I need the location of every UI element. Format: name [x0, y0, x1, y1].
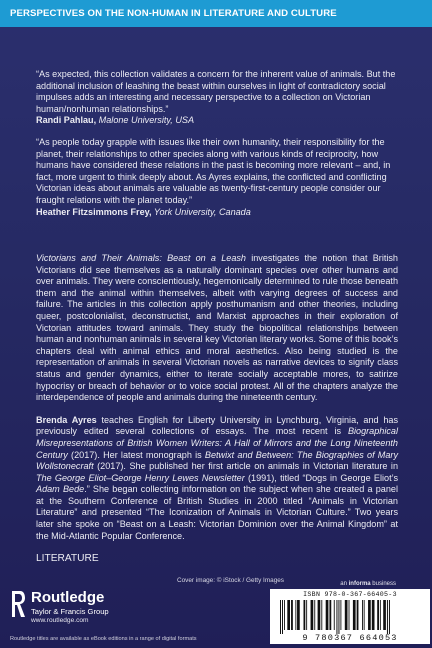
quote-affiliation: York University, Canada	[151, 206, 251, 217]
barcode-bar	[314, 600, 315, 630]
barcode-bar	[311, 600, 314, 630]
bio-text: (2017). She published her first article on animals in Victorian literature in	[93, 461, 398, 472]
informa-suffix: business	[370, 581, 396, 587]
barcode-bar	[357, 600, 359, 630]
endorsement-quote	[36, 137, 398, 218]
barcode-digits: 9 780367 664053	[302, 633, 398, 643]
barcode-bar	[282, 600, 283, 634]
author-name: Brenda Ayres	[36, 414, 97, 425]
barcode-bar	[372, 600, 375, 630]
barcode-bar	[362, 600, 363, 630]
barcode-bar	[329, 600, 331, 630]
barcode-bar	[377, 600, 379, 630]
barcode-bar	[345, 600, 348, 630]
quote-author: Randi Pahlau,	[36, 115, 97, 126]
endorsement-quote	[36, 69, 398, 127]
bio-text: (2017). Her latest monograph is	[67, 449, 205, 460]
quote-text: “As people today grapple with issues like their own humanity, their responsibility for the planet, their relationships to other species along with various kinds of reciprocity, how humans have considered these relations in the past is becoming more relevant – and, in fact, more urgent to think deeply about. As Ayres explains, the conflicted and conflicting Victorian ideas about animals are valuable as twenty-first-century people consider our fraught relations with the planet today.”	[36, 136, 391, 205]
description-text: investigates the notion that British Victorians did see themselves as a naturally dominant species over other humans and over animals. They were conscientiously, hegemonically determined to rule those beneath them and the animal within themselves, albeit with varying degrees of success and failure. The articles in this collection apply posthumanism and other theories, including queer, postcolonialist, deconstructist, and Marxist approaches in their exploration of Victorian attitudes toward animals. They study the biopolitical relationships between human and nonhuman animals in several key Victorian literary works. Some of this book’s chapters deal with animal ethics and moral aesthetics. Also being studied is the representation of animals in several Victorian novels as narrative devices to signify class status and gender dynamics, either to iterate socially acceptable mores, to satirize hypocrisy or breach of behavior or to voice social protest. All of the chapters analyze the interdependence of people and animals during the nineteenth century.	[36, 253, 398, 403]
barcode-bar	[334, 600, 335, 630]
bio-title-italic: Betwixt and Between: The Biographies of Mary Wollstonecraft	[36, 449, 399, 472]
quote-affiliation: Malone University, USA	[96, 115, 195, 126]
informa-brand: informa	[348, 581, 371, 587]
barcode-bar	[287, 600, 290, 630]
cover-image-credit: Cover image: © iStock / Getty Images	[177, 577, 284, 584]
publisher-group: Taylor & Francis Group	[31, 607, 109, 616]
barcode-bar	[304, 600, 306, 630]
barcode-bar	[380, 600, 381, 630]
informa-tagline	[340, 581, 396, 587]
description-paragraph	[36, 253, 398, 404]
barcode-bar	[353, 600, 356, 630]
barcode-bars	[278, 600, 422, 634]
barcode-bar	[306, 600, 307, 630]
series-title: PERSPECTIVES ON THE NON-HUMAN IN LITERATURE AND CULTURE	[10, 8, 337, 19]
barcode-bar	[340, 600, 341, 630]
barcode-bar	[280, 600, 281, 634]
bio-text: .” She began collecting information on the subject when she created a panel at the Southern Conference of British Studies in 2000 titled “Animals in Victorian Literature” and presented “The Iconization of Animals in Victorian Culture.” Two years later she spoke on “Beast on a Leash: Victorian Dominion over the Animal Kingdom” at the Mid-Atlantic Popular Conference.	[36, 484, 398, 541]
barcode-bar	[326, 600, 329, 630]
isbn-barcode	[270, 589, 430, 644]
barcode-bar	[297, 600, 300, 630]
barcode-bar	[387, 600, 388, 634]
quote-author: Heather Fitzsimmons Frey,	[36, 206, 152, 217]
barcode-bar	[349, 600, 350, 630]
bio-title-italic: Adam Bede	[36, 484, 85, 495]
barcode-bar	[295, 600, 296, 630]
bio-text: teaches English for Liberty University in Lynchburg, Virginia, and has previously edited several collections of essays. The most recent is	[36, 414, 398, 437]
barcode-bar	[321, 600, 322, 630]
book-description	[36, 253, 398, 565]
barcode-bar	[291, 600, 293, 630]
barcode-bar	[383, 600, 386, 630]
series-banner	[0, 0, 432, 27]
barcode-bar	[318, 600, 321, 630]
endorsements	[36, 69, 398, 228]
bio-text: (1991), titled “Dogs in George Eliot’s	[244, 472, 398, 483]
ebook-note: Routledge titles are available as eBook editions in a range of digital formats	[10, 636, 197, 642]
publisher-logo	[10, 589, 160, 629]
bio-title-italic: The George Eliot–George Henry Lewes Newsletter	[36, 472, 245, 483]
barcode-bar	[338, 600, 339, 634]
subject-category: LITERATURE	[36, 553, 99, 565]
barcode-bar	[389, 600, 390, 634]
informa-prefix: an	[340, 581, 349, 587]
routledge-r-icon	[10, 589, 26, 619]
book-title: Victorians and Their Animals: Beast on a Leash	[36, 253, 246, 263]
barcode-bar	[284, 600, 285, 630]
barcode-bar	[364, 600, 365, 630]
publisher-url: www.routledge.com	[31, 617, 89, 624]
publisher-name: Routledge	[31, 589, 105, 606]
bio-title-italic: Biographical Misrepresentations of British Women Writers: A Hall of Mirrors and the Long Nineteenth Century	[36, 426, 398, 460]
quote-text: “As expected, this collection validates a concern for the inherent value of animals. But the additional inclusion of leashing the beast within ourselves in light of contradictory social impulses adds an interesting and necessary perspective to a collection on Victorian human/nonhuman relationships.”	[36, 69, 396, 114]
barcode-bar	[336, 600, 337, 634]
isbn-number: ISBN 978-0-367-66405-3	[303, 591, 397, 598]
barcode-bar	[368, 600, 371, 630]
author-bio	[36, 415, 398, 543]
